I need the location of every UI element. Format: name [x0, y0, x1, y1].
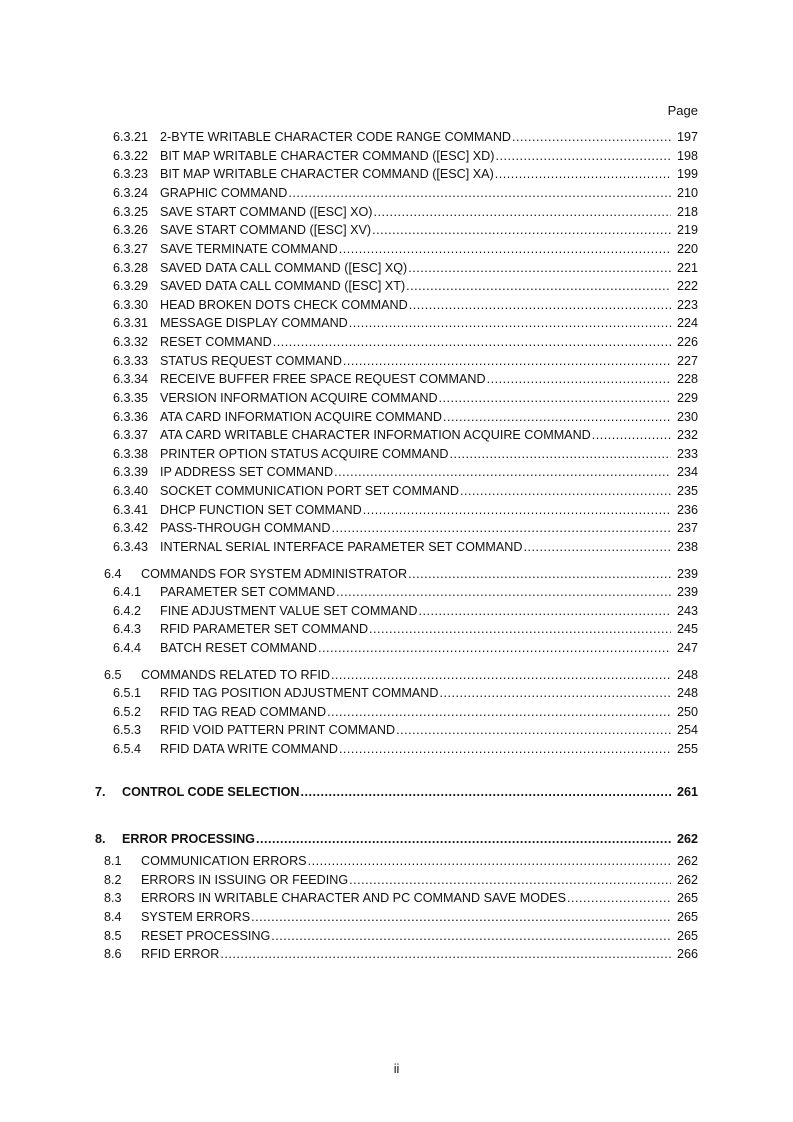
dot-leader — [523, 538, 671, 556]
toc-entry-number: 7. — [95, 785, 106, 799]
toc-entry-number: 6.3.23 — [113, 167, 149, 181]
toc-entry[interactable] — [0, 445, 793, 463]
dot-leader — [374, 203, 672, 221]
toc-entry[interactable] — [0, 538, 793, 556]
toc-entry-number: 6.3.22 — [113, 149, 149, 163]
dot-leader — [273, 333, 671, 351]
toc-entry-title: ERRORS IN ISSUING OR FEEDING — [141, 873, 349, 887]
toc-entry-leader — [141, 565, 671, 583]
toc-entry[interactable] — [0, 314, 793, 332]
toc-entry-title: COMMUNICATION ERRORS — [141, 854, 307, 868]
toc-entry-title: DHCP FUNCTION SET COMMAND — [160, 503, 362, 517]
toc-entry-number: 6.3.43 — [113, 540, 149, 554]
toc-entry-title: RFID DATA WRITE COMMAND — [160, 742, 338, 756]
dot-leader — [408, 565, 671, 583]
toc-entry-title: PASS-THROUGH COMMAND — [160, 521, 331, 535]
toc-entry[interactable] — [0, 128, 793, 146]
toc-entry-leader — [160, 147, 671, 165]
toc-entry-title: RESET COMMAND — [160, 335, 272, 349]
dot-leader — [318, 639, 671, 657]
toc-entry-number: 6.3.28 — [113, 261, 149, 275]
toc-entry-title: ATA CARD WRITABLE CHARACTER INFORMATION ACQUIRE COMMAND — [160, 428, 591, 442]
toc-entry-page: 237 — [676, 521, 698, 535]
toc-entry-number: 6.4 — [104, 567, 122, 581]
dot-leader — [487, 370, 671, 388]
toc-entry-number: 6.5.4 — [113, 742, 142, 756]
toc-entry-leader — [160, 740, 671, 758]
dot-leader — [349, 314, 671, 332]
toc-entry[interactable] — [0, 927, 793, 945]
toc-entry-number: 6.3.21 — [113, 130, 149, 144]
toc-entry-leader — [141, 871, 671, 889]
dot-leader — [301, 783, 672, 801]
toc-entry[interactable] — [0, 463, 793, 481]
toc-entry-page: 199 — [676, 167, 698, 181]
toc-entry[interactable] — [0, 740, 793, 758]
toc-entry-title: SOCKET COMMUNICATION PORT SET COMMAND — [160, 484, 460, 498]
toc-entry-number: 6.3.31 — [113, 316, 149, 330]
dot-leader — [288, 184, 671, 202]
toc-entry-title: SAVE START COMMAND ([ESC] XO) — [160, 205, 373, 219]
toc-entry-leader — [160, 538, 671, 556]
toc-entry-title: 2-BYTE WRITABLE CHARACTER CODE RANGE COMMAND — [160, 130, 512, 144]
dot-leader — [408, 259, 671, 277]
dot-leader — [495, 147, 671, 165]
toc-entry-leader — [160, 184, 671, 202]
dot-leader — [251, 908, 671, 926]
toc-entry-leader — [160, 426, 671, 444]
toc-entry[interactable] — [0, 370, 793, 388]
toc-entry-title: SAVED DATA CALL COMMAND ([ESC] XT) — [160, 279, 406, 293]
dot-leader — [334, 463, 671, 481]
toc-entry-number: 6.5.2 — [113, 705, 142, 719]
toc-entry-number: 6.3.36 — [113, 410, 149, 424]
toc-entry-number: 6.4.1 — [113, 585, 142, 599]
toc-entry-number: 8.6 — [104, 947, 122, 961]
toc-entry-page: 255 — [676, 742, 698, 756]
toc-entry-leader — [160, 602, 671, 620]
toc-entry-page: 210 — [676, 186, 698, 200]
toc-entry-number: 6.4.2 — [113, 604, 142, 618]
dot-leader — [495, 165, 671, 183]
toc-entry-title: RFID VOID PATTERN PRINT COMMAND — [160, 723, 396, 737]
dot-leader — [336, 583, 671, 601]
toc-entry-leader — [160, 165, 671, 183]
toc-entry-title: RFID TAG READ COMMAND — [160, 705, 327, 719]
toc-entry-title: SYSTEM ERRORS — [141, 910, 251, 924]
toc-entry-title: SAVE TERMINATE COMMAND — [160, 242, 338, 256]
toc-entry-number: 8.1 — [104, 854, 122, 868]
dot-leader — [343, 352, 671, 370]
toc-entry-page: 197 — [676, 130, 698, 144]
toc-entry-leader — [141, 666, 671, 684]
toc-entry-leader — [160, 296, 671, 314]
toc-entry[interactable] — [0, 583, 793, 601]
toc-entry-title: RFID PARAMETER SET COMMAND — [160, 622, 369, 636]
dot-leader — [220, 945, 671, 963]
toc-entry[interactable] — [0, 852, 793, 870]
toc-entry-number: 8.4 — [104, 910, 122, 924]
toc-entry-leader — [141, 927, 671, 945]
toc-entry-page: 239 — [676, 585, 698, 599]
toc-entry-leader — [160, 203, 671, 221]
toc-entry-title: RFID TAG POSITION ADJUSTMENT COMMAND — [160, 686, 439, 700]
toc-entry-page: 223 — [676, 298, 698, 312]
toc-entry[interactable] — [0, 333, 793, 351]
toc-entry-number: 8. — [95, 832, 106, 846]
toc-entry-page: 228 — [676, 372, 698, 386]
toc-entry[interactable] — [0, 721, 793, 739]
toc-entry-leader — [160, 314, 671, 332]
toc-entry-number: 6.3.30 — [113, 298, 149, 312]
toc-entry-page: 229 — [676, 391, 698, 405]
toc-entry-number: 8.5 — [104, 929, 122, 943]
toc-entry-page: 224 — [676, 316, 698, 330]
dot-leader — [439, 389, 671, 407]
toc-entry-number: 6.3.33 — [113, 354, 149, 368]
toc-entry-page: 230 — [676, 410, 698, 424]
dot-leader — [339, 740, 671, 758]
toc-entry[interactable] — [0, 147, 793, 165]
toc-entry[interactable] — [0, 408, 793, 426]
toc-entry-leader — [160, 370, 671, 388]
dot-leader — [256, 830, 671, 848]
toc-entry-title: ERRORS IN WRITABLE CHARACTER AND PC COMMAND SAVE MODES — [141, 891, 566, 905]
dot-leader — [271, 927, 671, 945]
dot-leader — [460, 482, 671, 500]
toc-entry-page: 248 — [676, 668, 698, 682]
toc-entry-leader — [160, 639, 671, 657]
toc-entry-leader — [122, 830, 671, 848]
toc-entry-title: ERROR PROCESSING — [122, 832, 255, 846]
toc-entry-number: 6.3.38 — [113, 447, 149, 461]
toc-entry-number: 6.3.37 — [113, 428, 149, 442]
dot-leader — [308, 852, 671, 870]
toc-entry-number: 8.3 — [104, 891, 122, 905]
toc-entry-page: 262 — [676, 873, 698, 887]
toc-entry-leader — [160, 408, 671, 426]
toc-entry-page: 243 — [676, 604, 698, 618]
toc-entry-leader — [160, 684, 671, 702]
toc-entry-number: 6.3.42 — [113, 521, 149, 535]
toc-entry-title: IP ADDRESS SET COMMAND — [160, 465, 334, 479]
dot-leader — [369, 620, 671, 638]
toc-entry[interactable] — [0, 684, 793, 702]
toc-entry-page: 226 — [676, 335, 698, 349]
toc-entry[interactable] — [0, 908, 793, 926]
toc-entry-title: ATA CARD INFORMATION ACQUIRE COMMAND — [160, 410, 442, 424]
toc-entry-number: 6.3.41 — [113, 503, 149, 517]
toc-entry-title: STATUS REQUEST COMMAND — [160, 354, 342, 368]
toc-entry-leader — [160, 519, 671, 537]
toc-entry[interactable] — [0, 389, 793, 407]
toc-entry-title: SAVE START COMMAND ([ESC] XV) — [160, 223, 372, 237]
toc-entry-page: 219 — [676, 223, 698, 237]
toc-entry-title: RFID ERROR — [141, 947, 220, 961]
toc-entry-page: 262 — [676, 854, 698, 868]
toc-entry[interactable] — [0, 221, 793, 239]
toc-entry-page: 221 — [676, 261, 698, 275]
toc-entry-number: 6.3.27 — [113, 242, 149, 256]
toc-entry[interactable] — [0, 165, 793, 183]
dot-leader — [450, 445, 671, 463]
toc-entry-leader — [160, 620, 671, 638]
toc-entry-page: 233 — [676, 447, 698, 461]
dot-leader — [331, 666, 671, 684]
toc-entry[interactable] — [0, 519, 793, 537]
toc-entry-page: 222 — [676, 279, 698, 293]
toc-entry-leader — [141, 908, 671, 926]
toc-entry-leader — [141, 889, 671, 907]
toc-entry[interactable] — [0, 945, 793, 963]
toc-entry-page: 254 — [676, 723, 698, 737]
toc-entry-number: 6.5 — [104, 668, 122, 682]
toc-entry-leader — [160, 389, 671, 407]
page-number: ii — [393, 1062, 400, 1076]
toc-entry[interactable] — [0, 184, 793, 202]
toc-entry[interactable] — [0, 602, 793, 620]
toc-entry-number: 6.3.34 — [113, 372, 149, 386]
toc-entry-page: 220 — [676, 242, 698, 256]
toc-entry-title: VERSION INFORMATION ACQUIRE COMMAND — [160, 391, 438, 405]
dot-leader — [349, 871, 671, 889]
toc-entry-leader — [160, 277, 671, 295]
dot-leader — [331, 519, 671, 537]
dot-leader — [419, 602, 671, 620]
toc-entry[interactable] — [0, 501, 793, 519]
toc-entry-page: 235 — [676, 484, 698, 498]
toc-entry-page: 218 — [676, 205, 698, 219]
toc-entry-leader — [160, 721, 671, 739]
toc-entry[interactable] — [0, 296, 793, 314]
toc-entry-number: 6.3.26 — [113, 223, 149, 237]
toc-entry[interactable] — [0, 203, 793, 221]
toc-entry-page: 245 — [676, 622, 698, 636]
toc-entry-title: PRINTER OPTION STATUS ACQUIRE COMMAND — [160, 447, 449, 461]
toc-entry-leader — [160, 445, 671, 463]
dot-leader — [327, 703, 671, 721]
dot-leader — [406, 277, 671, 295]
toc-entry-leader — [160, 703, 671, 721]
toc-entry-leader — [160, 128, 671, 146]
page-header: Page — [667, 103, 698, 118]
toc-entry-title: BATCH RESET COMMAND — [160, 641, 317, 655]
toc-entry-leader — [122, 783, 671, 801]
toc-entry-title: BIT MAP WRITABLE CHARACTER COMMAND ([ESC] XD) — [160, 149, 495, 163]
toc-entry-number: 6.3.24 — [113, 186, 149, 200]
toc-entry-number: 6.4.4 — [113, 641, 142, 655]
dot-leader — [592, 426, 671, 444]
dot-leader — [396, 721, 671, 739]
toc-entry-number: 6.4.3 — [113, 622, 142, 636]
toc-entry[interactable] — [0, 352, 793, 370]
toc-entry-title: SAVED DATA CALL COMMAND ([ESC] XQ) — [160, 261, 408, 275]
toc-entry-leader — [160, 240, 671, 258]
toc-entry-page: 198 — [676, 149, 698, 163]
dot-leader — [363, 501, 671, 519]
toc-entry-number: 6.3.35 — [113, 391, 149, 405]
toc-entry-page: 265 — [676, 910, 698, 924]
toc-entry-title: FINE ADJUSTMENT VALUE SET COMMAND — [160, 604, 418, 618]
toc-entry[interactable] — [0, 620, 793, 638]
toc-entry[interactable] — [0, 703, 793, 721]
dot-leader — [439, 684, 671, 702]
toc-entry-number: 6.5.1 — [113, 686, 142, 700]
toc-entry-leader — [160, 583, 671, 601]
toc-entry-leader — [141, 945, 671, 963]
toc-entry-number: 6.3.32 — [113, 335, 149, 349]
toc-entry-title: RECEIVE BUFFER FREE SPACE REQUEST COMMAND — [160, 372, 486, 386]
toc-entry-page: 234 — [676, 465, 698, 479]
toc-entry-page: 239 — [676, 567, 698, 581]
toc-entry-page: 227 — [676, 354, 698, 368]
dot-leader — [339, 240, 671, 258]
toc-entry[interactable] — [0, 240, 793, 258]
toc-entry[interactable] — [0, 889, 793, 907]
toc-entry-title: RESET PROCESSING — [141, 929, 271, 943]
toc-entry-number: 6.3.40 — [113, 484, 149, 498]
toc-entry-title: GRAPHIC COMMAND — [160, 186, 288, 200]
toc-entry-page: 248 — [676, 686, 698, 700]
toc-entry-page: 262 — [676, 832, 698, 846]
toc-entry-title: BIT MAP WRITABLE CHARACTER COMMAND ([ESC] XA) — [160, 167, 494, 181]
toc-entry-title: COMMANDS RELATED TO RFID — [141, 668, 330, 682]
toc-entry-number: 6.3.39 — [113, 465, 149, 479]
toc-entry-leader — [160, 463, 671, 481]
toc-entry[interactable] — [0, 482, 793, 500]
toc-entry-leader — [160, 333, 671, 351]
toc-entry[interactable] — [0, 871, 793, 889]
dot-leader — [567, 889, 671, 907]
dot-leader — [443, 408, 671, 426]
toc-entry-leader — [160, 352, 671, 370]
toc-entry-title: INTERNAL SERIAL INTERFACE PARAMETER SET COMMAND — [160, 540, 523, 554]
toc-entry-page: 232 — [676, 428, 698, 442]
toc-entry-title: PARAMETER SET COMMAND — [160, 585, 336, 599]
toc-entry-page: 250 — [676, 705, 698, 719]
toc-entry[interactable] — [0, 277, 793, 295]
toc-entry-leader — [160, 259, 671, 277]
toc-entry[interactable] — [0, 639, 793, 657]
toc-entry-title: MESSAGE DISPLAY COMMAND — [160, 316, 348, 330]
toc-entry-leader — [160, 221, 671, 239]
dot-leader — [409, 296, 671, 314]
toc-entry-page: 265 — [676, 929, 698, 943]
toc-entry[interactable] — [0, 565, 793, 583]
toc-entry-page: 238 — [676, 540, 698, 554]
toc-entry[interactable] — [0, 426, 793, 444]
toc-entry[interactable] — [0, 666, 793, 684]
toc-entry[interactable] — [0, 783, 793, 801]
toc-entry[interactable] — [0, 259, 793, 277]
toc-entry-page: 236 — [676, 503, 698, 517]
toc-entry-page: 261 — [676, 785, 698, 799]
toc-entry-title: HEAD BROKEN DOTS CHECK COMMAND — [160, 298, 408, 312]
toc-entry[interactable] — [0, 830, 793, 848]
toc-entry-page: 247 — [676, 641, 698, 655]
toc-entry-title: COMMANDS FOR SYSTEM ADMINISTRATOR — [141, 567, 408, 581]
toc-entry-leader — [160, 501, 671, 519]
toc-entry-number: 6.3.29 — [113, 279, 149, 293]
dot-leader — [512, 128, 671, 146]
toc-entry-number: 6.5.3 — [113, 723, 142, 737]
toc-entry-leader — [160, 482, 671, 500]
toc-entry-title: CONTROL CODE SELECTION — [122, 785, 300, 799]
toc-entry-page: 265 — [676, 891, 698, 905]
dot-leader — [372, 221, 671, 239]
toc-entry-number: 8.2 — [104, 873, 122, 887]
toc-entry-page: 266 — [676, 947, 698, 961]
toc-entry-leader — [141, 852, 671, 870]
toc-entry-number: 6.3.25 — [113, 205, 149, 219]
